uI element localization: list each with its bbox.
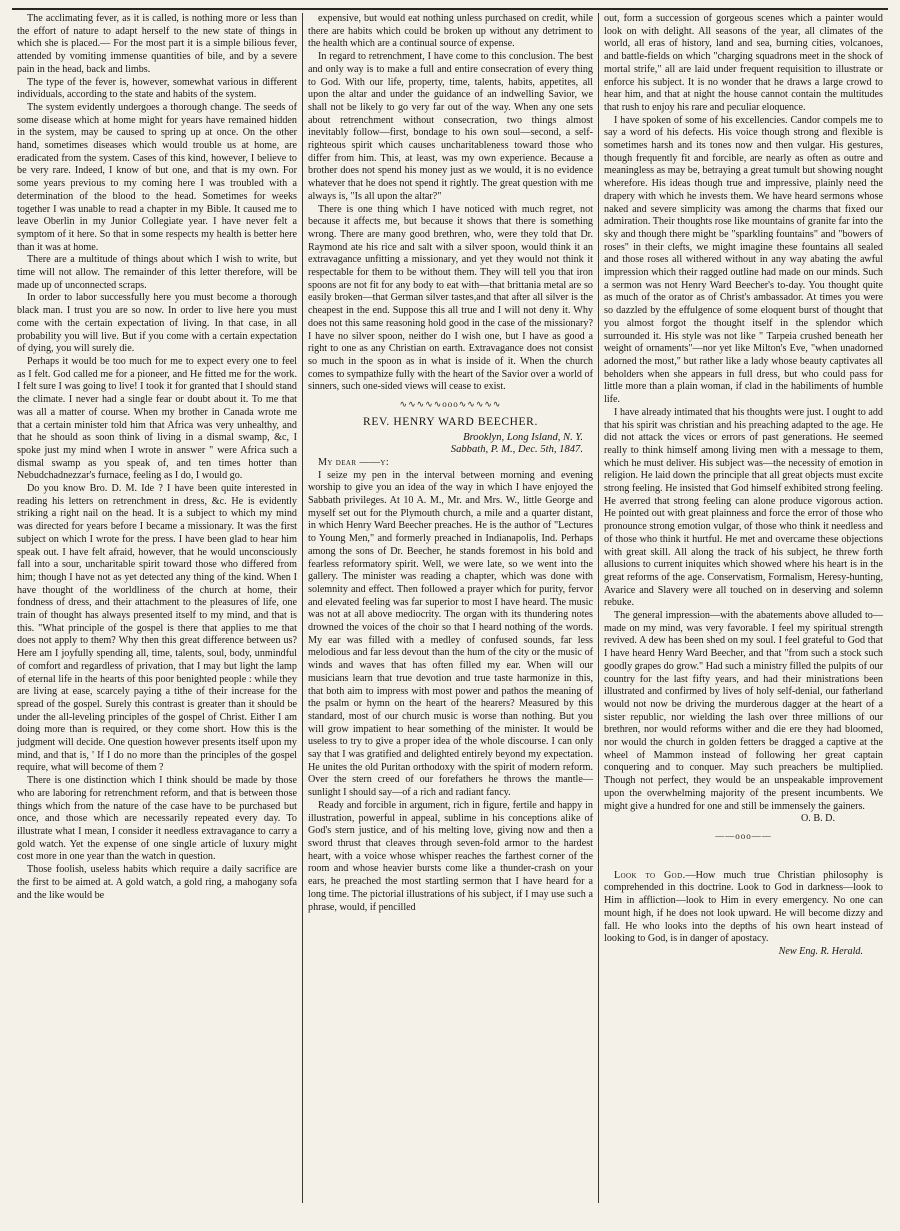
- article-headline: REV. HENRY WARD BEECHER.: [363, 415, 538, 428]
- top-rule: [12, 8, 888, 10]
- source-attribution: New Eng. R. Herald.: [778, 945, 863, 957]
- column-3: [598, 13, 888, 1203]
- look-to-god-paragraph: [604, 870, 883, 946]
- salutation: My dear ——y:: [318, 456, 390, 468]
- paragraph: In order to labor successfully here you must become a thorough black man. I trust you are so now. In order to live here you must come with the certain expectation of living. In that case, in all probability you will live. But if you come with a certain expectation of dying, you will surely die.: [17, 292, 297, 355]
- signature: O. B. D.: [800, 813, 835, 825]
- paragraph: I have spoken of some of his excellencies. Candor compels me to say a word of his defects. His voice though strong and flexible is sometimes harsh and its tones now and then vulgar. His gestures, though frequently fit and forcible, are nearly as often as outre and meaningless as may be, betraying a great tumult but showing nought wherefore. His ideas though true and impressive, plainly need the drapery with which he invests them. We have heard sermons whose naked and severe simplicity was among the charms that fixed our admiration. Their thoughts rose like mountains of granite far into the sky and though there might be "sparkling fountains" and "bowers of roses" in their clefts, we might imagine these fountains all sealed and those roses all withered without in any way abating the awful impression which their ragged outline had made on our minds. Such a sermon was not Henry Ward Beecher's to-day. You thought quite as much of the orator as of Christ's ambassador. At times you were so dazzled by the effulgence of some eloquent burst of thought that you almost forgot the thought itself in the splendor which surrounded it. His style was not like " Tarpeia crushed beneath her weight of ornaments"—nor yet like Milton's Eve, "when unadorned adorned the most," but rather like a lady whose beauty captivates all beholders when she appears in full dress, but who could pass for little more than a plain woman, if clad in the habiliments of humble life.: [604, 114, 883, 406]
- dateline-date: Sabbath, P. M., Dec. 5th, 1847.: [450, 444, 583, 456]
- section-separator: ——ooo——: [715, 831, 772, 841]
- section-separator: ∿∿∿∿∿ooo∿∿∿∿∿: [399, 399, 502, 410]
- dateline-place: Brooklyn, Long Island, N. Y.: [463, 431, 583, 443]
- paragraph: The type of the fever is, however, somewhat various in different individuals, according to the state and habits of the system.: [17, 76, 297, 101]
- paragraph: The general impression—with the abatements above alluded to—made on my mind, was very favorable. I feel my spiritual strength revived. A dew has been shed on my soul. I feel grateful to God that I have heard Henry Ward Beecher, and that "from such a stock such goodly grapes do grow." Had such a ministry filled the pulpits of our country for the last fifty years, and had their ministrations been illustrated and confirmed by lives of holy self-denial, our fatherland would not now be driving the murderous dagger at the heart of a sister republic, nor wielding the lash over three millions of our brethren, nor would reforms wither and die ere they had bloomed, nor would the church in golden fetters be dragged a captive at the wheel of Mammon instead of following her great captain conquering and to conquer. May such preachers be multiplied. Though not perfect, they would be an unspeakable improvement upon the overwhelming majority of the present incumbents. We might give a hundred for one and still be immensely the gainers.: [604, 610, 883, 812]
- paragraph: There is one distinction which I think should be made by those who are laboring for retrenchment reform, and that is between those things which from the nature of the case have to be purchased but once, and those which are necessarily repeated every day. To illustrate what I mean, I consider it needless extravagance to carry a gold watch. Yet the expense of one single article of luxury might cost more in one year than the watch in question.: [17, 775, 297, 863]
- paragraph: The acclimating fever, as it is called, is nothing more or less than the effort of nature to adapt herself to the new state of things in which she is placed.— For the most part it is a simple bilious fever, attended by vomiting immense quantities of bile, and by a severe pain in the head, back and limbs.: [17, 13, 297, 75]
- paragraph: The system evidently undergoes a thorough change. The seeds of some disease which at home might for years have remained hidden in the system, may be caused to spring up at once. On the other hand, sometimes diseases which would trouble us at home, are eradicated from the system. Cases of this kind, however, I believe to be very rare. Indeed, I know of but one, and that is my own. For some years previous to my coming here I was troubled with a determination of the blood to the head. Sometimes for weeks together I was unable to read a chapter in my Bible. It caused me to leave Oberlin in my Junior Collegiate year. I have never felt a symptom of it here. So that in some respects my health is better here than it was at home.: [17, 101, 297, 253]
- paragraph: expensive, but would eat nothing unless purchased on credit, while there are habits which could be broken up without any detriment to the health which are a continual source of expense.: [308, 13, 593, 50]
- paragraph: Do you know Bro. D. M. Ide ? I have been quite interested in reading his letters on retrenchment in dress, &c. He is evidently striking a right nail on the head. It is a subject to which my mind was directed for years before I became a missionary. It was the first subject on which I wrote for the press. I have been glad to hear him speak out. I have felt afraid, however, that he would unconsciously fall into a sour, uncharitable spirit toward those who differed from him; though I have not as yet detected any thing of the kind. When I have thought of the worldliness of the church at home, their fondness of dress, and their attachment to the pleasures of life, one train of thought has always presented itself to my mind, and that is this. "What principle of the gospel is there that applies to me that does not apply to them? Why then this great difference between us? Here am I joyfully spending all, time, talents, soul, body, unmindful of comfort and regardless of privation, that I may but light the lamp of eternal life in the hearts of this poor benighted people : while they are living at ease, scarcely paying a tithe of their increase for the spread of the gospel. Surely this contrast is greater than it should be under the all-leveling principles of the gospel of Christ. Either I am doing more than is required, or they come short. How this is the judgment will decide. One question however presents itself upon my mind, and that is, ' If I do no more than the principles of the gospel require, what will become of them ?: [17, 483, 297, 774]
- columns: [12, 13, 888, 1203]
- column-1: [12, 13, 302, 1203]
- paragraph: Those foolish, useless habits which require a daily sacrifice are the first to be aimed at. A gold watch, a gold ring, a mahogany sofa and the like would be: [17, 864, 297, 901]
- look-to-god-heading: Look to God.: [614, 869, 686, 881]
- paragraph: Perhaps it would be too much for me to expect every one to feel as I felt. God called me for a pioneer, and He fitted me for the work. I felt sure I was going to live! I took it for granted that I should stand the climate. I never had a single fear or doubt about it. To me that was all a matter of course. When my brother in Canada wrote me that a certain minister told him that Africa was very unhealthy, and that he should as soon think of living in a dismal swamp, &c, I spoke just my mind when I wrote in answer " were Africa such a dismal swamp as you speak of, and ten times hotter than Nebudchadnezzar's furnace, feeling as I do, I would go.: [17, 355, 297, 482]
- paragraph: I have already intimated that his thoughts were just. I ought to add that his spirit was christian and his preaching adapted to the age. He did not attack the vices or errors of past generations. He seemed really to think himself among living men with a message to them, which he must deliver. His subject was—the necessity of emotion in religion. He laid down the principle that all great objects must excite strong feeling. He insisted that God himself exhibited strong feeling. He averred that strong feeling can alone produce vigorous action. He pointed out with great plainness and force the error of those who pronounce strong emotion vulgar, of those who think it needless and of those who think it hurtful. He met and overcame these objections with great skill. All along the track of his subject, he threw forth allusions to current iniquites which showed where his heart is in the great reforms of the age. Conservatism, Formalism, Heresy-hunting, Avarice and Slavery were all touched on in deserving and solemn rebuke.: [604, 406, 883, 609]
- paragraph: In regard to retrenchment, I have come to this conclusion. The best and only way is to make a full and entire consecration of every thing to God. With our life, property, time, talents, habits, appetites, all upon the altar and under the guidance of an indwelling Savior, we shall not be likely to go very far out of the way. When any one sets about retrenchment without consecration, two things almost inevitably follow—first, bondage to his own soul—second, a self-righteous spirit which causes uncharitableness toward those who differ from him. This, at least, was my own experience. Because a brother does not spend his money just as we would, it is no evidence whatever that he does not spend it rightly. The great question with me always is, "Is all upon the altar?": [308, 51, 593, 202]
- spacer: [604, 848, 883, 870]
- paragraph: out, form a succession of gorgeous scenes which a painter would look on with delight. All seasons of the year, all climates of the world, all eras of history, land and sea, burning cities, volcanoes, and battle-fields on which "charging squadrons meet in the shock of mortal strife," all are laid under frequent requisition to illustrate or enforce his subject. It is no wonder that he draws a large crowd to hear him, and that at night the house cannot contain the multitudes that rush to enjoy his rare and peculiar eloquence.: [604, 13, 883, 113]
- column-2: [302, 13, 598, 1203]
- paragraph: I seize my pen in the interval between morning and evening worship to give you an idea of the way in which I have enjoyed the Sabbath privileges. At 10 A. M., Mr. and Mrs. W., little George and myself set out for the Plymouth church, a mile and a quarter distant, in which Henry Ward Beecher preaches. He is the author of "Lectures to Young Men," and formerly preached in Indianapolis, Ind. Perhaps among the sons of Dr. Beecher, he stands foremost in his bold and fearless reformatory spirit. Well, we were late, so we went into the gallery. The minister was reading a chapter, which was done with solemnity and effect. Then followed a prayer which for purity, fervor and elevated feeling was far superior to most I have heard. The music was not at all above mediocrity. The organ with its thundering notes drowned the voices of the choir so that I heard nothing of the words. My ear was filled with a medley of confused sounds, far less melodious and far less devout than the hum of the city or the music of winds and waves that has often filled my ear. When will our musicians learn that true devotion and true taste harmonize in this, that both aim to impress with most power and pathos the meaning of the psalm or hymn on the heart of the hearers? Measured by this standard, most of our church music is worse than nothing. But you will grow impatient to hear something of the minister. It would be useless to try to give a proper idea of the whole discourse. I can only say that I was gratified and delighted entirely beyond my expectation. He unites the old Puritan orthodoxy with the spirit of modern reform. Over the stern creed of our forefathers he throws the mantle—sunlight I should say—of a rich and radiant fancy.: [308, 469, 593, 799]
- look-to-god-text: —How much true Christian philosophy is comprehended in this doctrine. Look to God in darkness—look to Him in affliction—look to Him in every emergency. No one can mount high, if he does not look upward. He will become dizzy and fall. He who looks into the depths of his own heart instead of looking to God, is in danger of apostacy.: [604, 869, 883, 945]
- paragraph: There are a multitude of things about which I wish to write, but time will not allow. The remainder of this letter therefore, will be made up of unconnected scraps.: [17, 254, 297, 291]
- paragraph: Ready and forcible in argument, rich in figure, fertile and happy in illustration, powerful in appeal, sublime in his conceptions alike of God's stern justice, and of his melting love, giving now and then a sword thrust that cleaves through seven-fold armor to the hardest heart, with a voice whose whisper reaches the farthest corner of the room and whose heavier bursts come like a thunder-crash on your ears, he preached the most startling sermon that I have heard for a long time. The pictorial illustrations of his subject, if I may use such a phrase, would, if pencilled: [308, 799, 593, 913]
- paragraph: There is one thing which I have noticed with much regret, not because it affects me, but because it shows that there is something wrong. There are many good brethren, who, were they told that Dr. Raymond ate his rice and salt with a silver spoon, would think it an extravagance unfitting a missionary, and yet they would not think it respectable for them to be without them. They will tell you that iron spoons are not fit for any body to eat with—that brittania metal are so easily broken—that German silver tastes,and that after all silver is the cheapest in the end. Suppose this all true and I will not deny it. Why does not this same reasoning hold good in the case of the missionary? I have no silver spoon, neither do I wish one, but I have as good a right to one as any Christian on earth. Extravagance does not consist so much in the spoon as in what is inside of it. When the church comes to sympathize fully with the heart of the Savior over a world of sinners, such one-sided views will cease to exist.: [308, 203, 593, 393]
